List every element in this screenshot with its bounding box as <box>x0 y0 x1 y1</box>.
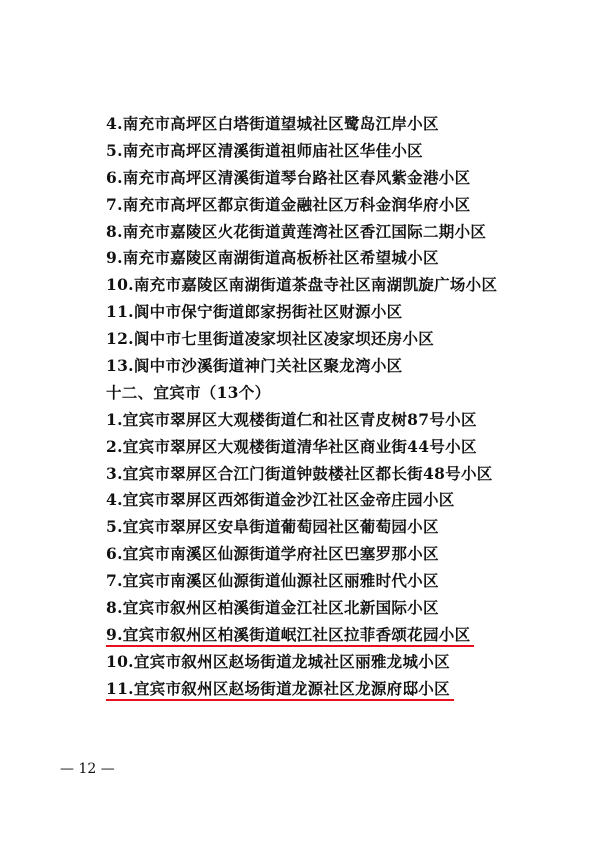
list-item <box>106 353 566 380</box>
list-item <box>106 541 566 568</box>
list-item <box>106 622 566 649</box>
list-item <box>106 111 566 138</box>
list-item-text: 7.宜宾市南溪区仙源街道仙源社区丽雅时代小区 <box>106 571 439 591</box>
list-item-text: 13.阆中市沙溪街道神门关社区聚龙湾小区 <box>106 356 403 376</box>
page-number: — 12 — <box>60 761 115 777</box>
list-item <box>106 165 566 192</box>
list-item <box>106 407 566 434</box>
list-item <box>106 272 566 299</box>
list-item <box>106 299 566 326</box>
list-item-text: 3.宜宾市翠屏区合江门街道钟鼓楼社区都长街48号小区 <box>106 463 493 483</box>
list-item-text: 1.宜宾市翠屏区大观楼街道仁和社区青皮树87号小区 <box>106 409 477 429</box>
list-item <box>106 676 566 703</box>
list-item <box>106 138 566 165</box>
list-item-text: 4.宜宾市翠屏区西郊街道金沙江社区金帝庄园小区 <box>106 490 455 510</box>
list-item <box>106 326 566 353</box>
list-item-text: 6.宜宾市南溪区仙源街道学府社区巴塞罗那小区 <box>106 544 439 564</box>
list-item-text: 7.南充市高坪区都京街道金融社区万科金润华府小区 <box>106 194 471 214</box>
list-item <box>106 487 566 514</box>
list-item <box>106 434 566 461</box>
list-item-text: 11.阆中市保宁街道郎家拐街社区财源小区 <box>106 302 403 322</box>
list-item <box>106 568 566 595</box>
list-item <box>106 219 566 246</box>
list-item-text: 5.南充市高坪区清溪街道祖师庙社区华佳小区 <box>106 140 423 160</box>
red-underline <box>106 645 474 647</box>
red-underline <box>106 699 454 701</box>
list-item <box>106 461 566 488</box>
list-item-text: 9.南充市嘉陵区南湖街道高板桥社区希望城小区 <box>106 248 439 268</box>
list-item-text: 8.南充市嘉陵区火花街道黄莲湾社区香江国际二期小区 <box>106 221 487 241</box>
list-item-text: 11.宜宾市叙州区赵场街道龙源社区龙源府邸小区 <box>106 676 450 703</box>
list-item <box>106 245 566 272</box>
list-item-text: 12.阆中市七里街道凌家坝社区凌家坝还房小区 <box>106 329 435 349</box>
list-item-text: 5.宜宾市翠屏区安阜街道葡萄园社区葡萄园小区 <box>106 517 439 537</box>
list-item-text: 9.宜宾市叙州区柏溪街道岷江社区拉菲香颂花园小区 <box>106 622 470 649</box>
list-item-text: 十二、宜宾市（13个） <box>106 382 271 402</box>
list-item-text: 10.宜宾市叙州区赵场街道龙城社区丽雅龙城小区 <box>106 651 450 671</box>
list-item <box>106 649 566 676</box>
list-item-text: 6.南充市高坪区清溪街道琴台路社区春风紫金港小区 <box>106 167 471 187</box>
section-heading <box>106 380 566 407</box>
list-item-text: 8.宜宾市叙州区柏溪街道金江社区北新国际小区 <box>106 598 439 618</box>
community-list <box>106 111 566 703</box>
list-item-text: 4.南充市高坪区白塔街道望城社区鹭岛江岸小区 <box>106 114 439 133</box>
list-item <box>106 514 566 541</box>
list-item <box>106 192 566 219</box>
list-item-text: 10.南充市嘉陵区南湖街道茶盘寺社区南湖凯旋广场小区 <box>106 275 498 295</box>
list-item <box>106 595 566 622</box>
list-item-text: 2.宜宾市翠屏区大观楼街道清华社区商业街44号小区 <box>106 436 477 456</box>
